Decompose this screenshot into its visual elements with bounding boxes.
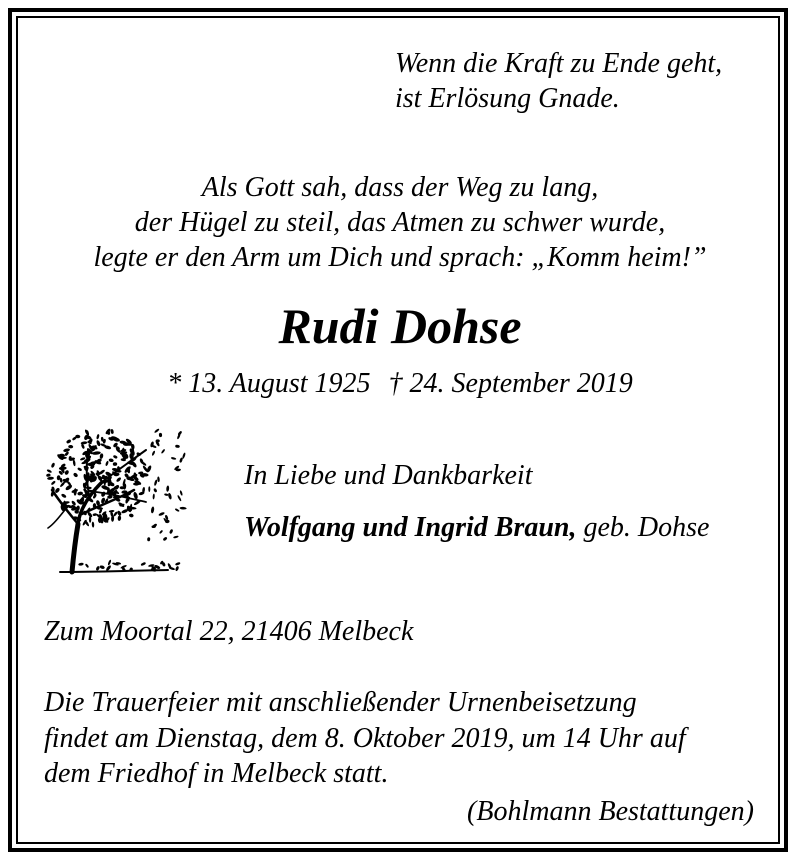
address: Zum Moortal 22, 21406 Melbeck [44,616,414,647]
life-dates [0,367,800,401]
mourners-names: Wolfgang und Ingrid Braun, [244,512,577,543]
birth-date: * 13. August 1925 [167,368,371,399]
ceremony-line-2: findet am Dienstag, dem 8. Oktober 2019, um 14 Uhr auf [44,723,686,754]
ceremony-line-1: Die Trauerfeier mit anschließender Urnenbeisetzung [44,687,637,718]
tree-leaves [46,428,187,572]
deceased-name: Rudi Dohse [278,298,522,354]
poem-line-3: legte er den Arm um Dich und sprach: „Komm heim!” [93,242,707,273]
undertaker: (Bohlmann Bestattungen) [467,796,754,827]
death-date: † 24. September 2019 [388,368,633,399]
mourners-line [244,511,709,545]
poem-line-1: Als Gott sah, dass der Weg zu lang, [201,172,599,203]
poem-line-2: der Hügel zu steil, das Atmen zu schwer wurde, [134,207,666,238]
motto-line-2: ist Erlösung Gnade. [395,83,620,114]
motto-line-1: Wenn die Kraft zu Ende geht, [395,48,723,79]
wind-blown-tree-icon [38,420,190,582]
mourners-intro: In Liebe und Dankbarkeit [244,460,533,491]
ceremony-line-3: dem Friedhof in Melbeck statt. [44,758,389,789]
mourners-suffix: geb. Dohse [576,512,710,543]
